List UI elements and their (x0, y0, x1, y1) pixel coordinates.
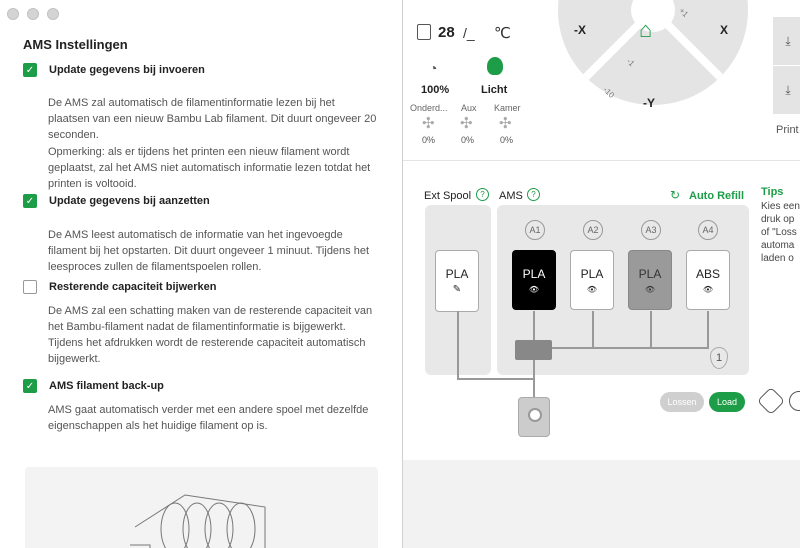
path-line (533, 360, 535, 400)
eye-icon: 👁 (644, 284, 656, 294)
path-line (457, 311, 459, 379)
checkbox-update-on-insert[interactable]: ✓ (23, 63, 37, 77)
auto-refill-icon[interactable]: ↻ (670, 188, 681, 202)
ams-slot-a4[interactable] (686, 250, 730, 310)
jog-step-minus1[interactable]: -1 (624, 56, 637, 69)
fan-icon[interactable]: ✣ (460, 115, 473, 132)
fan-label-aux: Aux (461, 103, 477, 113)
option-label: AMS filament back-up (49, 380, 164, 392)
z-down-button[interactable]: ⤓ (773, 17, 800, 65)
jog-step-plus1[interactable]: +1 (677, 6, 690, 19)
ams-slot-a2[interactable] (570, 250, 614, 310)
home-icon[interactable]: ⌂ (639, 17, 653, 42)
option-description: De AMS zal automatisch de filamentinformatie lezen bij het plaatsen van een nieuw Bambu Lab filament. Dit duurt ongeveer 20 seconden. (48, 97, 377, 141)
checkbox-remaining-capacity[interactable] (23, 280, 37, 294)
unload-button[interactable]: Lossen (660, 392, 704, 412)
jog-minus-y[interactable]: -Y (643, 96, 655, 110)
tips-text: Kies een druk op of "Loss automa laden o (761, 201, 800, 264)
help-icon[interactable]: ? (476, 188, 489, 201)
checkbox-filament-backup[interactable]: ✓ (23, 379, 37, 393)
ams-slot-a1[interactable] (512, 250, 556, 310)
jog-plus-x[interactable]: X (720, 23, 729, 37)
eye-icon: 👁 (528, 284, 540, 294)
slot-a4-indicator[interactable]: A4 (698, 220, 718, 240)
option-label: Resterende capaciteit bijwerken (49, 281, 217, 293)
slot-material: PLA (580, 266, 604, 281)
zoom-window-button[interactable] (47, 8, 59, 20)
minimize-window-button[interactable] (27, 8, 39, 20)
light-bulb-icon[interactable] (487, 57, 503, 75)
option-update-on-startup[interactable] (23, 194, 210, 208)
temp-unit: ℃ (494, 25, 511, 42)
jog-minus-x[interactable]: -X (574, 23, 586, 37)
print-label: Print (776, 124, 799, 136)
speed-value[interactable]: 100% (421, 84, 450, 96)
ams-spools-drawing (25, 467, 378, 548)
slot-a3-indicator[interactable]: A3 (641, 220, 661, 240)
slot-a1-indicator[interactable]: A1 (525, 220, 545, 240)
chamber-temp-target[interactable]: /_ (463, 25, 475, 41)
option-label: Update gegevens bij invoeren (49, 64, 205, 76)
fan-value-onderdeel: 0% (422, 135, 436, 145)
ams-label: AMS (499, 190, 523, 202)
checkbox-update-on-startup[interactable]: ✓ (23, 194, 37, 208)
eye-icon: 👁 (586, 284, 598, 294)
path-line (551, 347, 709, 349)
ext-spool-label: Ext Spool (424, 190, 472, 202)
edit-icon[interactable]: ✎ (452, 284, 462, 295)
path-line (650, 311, 652, 348)
ams-illustration (25, 467, 378, 548)
fan-label-kamer: Kamer (494, 103, 521, 113)
extruder-icon (518, 397, 550, 437)
option-update-on-insert[interactable] (23, 63, 205, 77)
jog-dial[interactable] (558, 0, 748, 105)
slot-a2-indicator[interactable]: A2 (583, 220, 603, 240)
light-label: Licht (481, 84, 508, 96)
fan-value-aux: 0% (461, 135, 475, 145)
fan-icon[interactable]: ✣ (422, 115, 435, 132)
path-line (533, 311, 535, 341)
ext-spool-slot[interactable] (435, 250, 479, 312)
chamber-temp-icon (417, 24, 431, 40)
help-icon[interactable]: ? (527, 188, 540, 201)
fan-label-onderdeel: Onderd... (410, 103, 448, 113)
option-description: De AMS zal een schatting maken van de resterende capaciteit van het Bambu-filament nadat de filamentinformatie is bijgewerkt. Tijdens het afdrukken wordt de resterende capaciteit automatisch bijgewerkt. (48, 305, 373, 365)
bottom-area (403, 460, 800, 548)
tips-title: Tips (761, 186, 784, 198)
fan-value-kamer: 0% (500, 135, 514, 145)
auto-refill-link[interactable]: Auto Refill (689, 190, 744, 202)
ams-hub (515, 340, 552, 360)
dialog-title: AMS Instellingen (23, 37, 128, 52)
path-line (707, 311, 709, 348)
chamber-temp-value: 28 (438, 24, 455, 41)
path-line (592, 311, 594, 348)
ams-slot-a3[interactable] (628, 250, 672, 310)
close-window-button[interactable] (7, 8, 19, 20)
slot-material: ABS (695, 266, 720, 281)
load-button[interactable]: Load (709, 392, 745, 412)
eye-icon: 👁 (702, 284, 714, 294)
z-down-button-2[interactable]: ⤓ (773, 66, 800, 114)
option-description: De AMS leest automatisch de informatie van het ingevoegde filament bij het opstarten. Dit duurt ongeveer 1 minuut. Tijdens het leesproces zullen de filamentspoelen rollen. (48, 229, 370, 273)
option-note: Opmerking: als er tijdens het printen een nieuw filament wordt geplaatst, zal het AMS niet automatisch informatie lezen totdat het printen is voltooid. (48, 146, 371, 190)
option-filament-backup[interactable] (23, 379, 164, 393)
ams-unit-number-icon: 1 (710, 347, 728, 369)
ext-spool-material: PLA (445, 267, 469, 281)
slot-material: PLA (638, 266, 662, 281)
option-description: AMS gaat automatisch verder met een andere spoel met dezelfde eigenschappen als het huidige filament op is. (48, 404, 369, 432)
status-panel (403, 0, 800, 160)
slot-material: PLA (522, 266, 546, 281)
option-label: Update gegevens bij aanzetten (49, 195, 210, 207)
path-line (457, 378, 535, 380)
option-remaining-capacity[interactable] (23, 280, 217, 294)
jog-step-minus10[interactable]: -10 (601, 85, 617, 100)
speed-icon: ◔ (429, 60, 438, 76)
title-bar (0, 0, 402, 28)
fan-icon[interactable]: ✣ (499, 115, 512, 132)
